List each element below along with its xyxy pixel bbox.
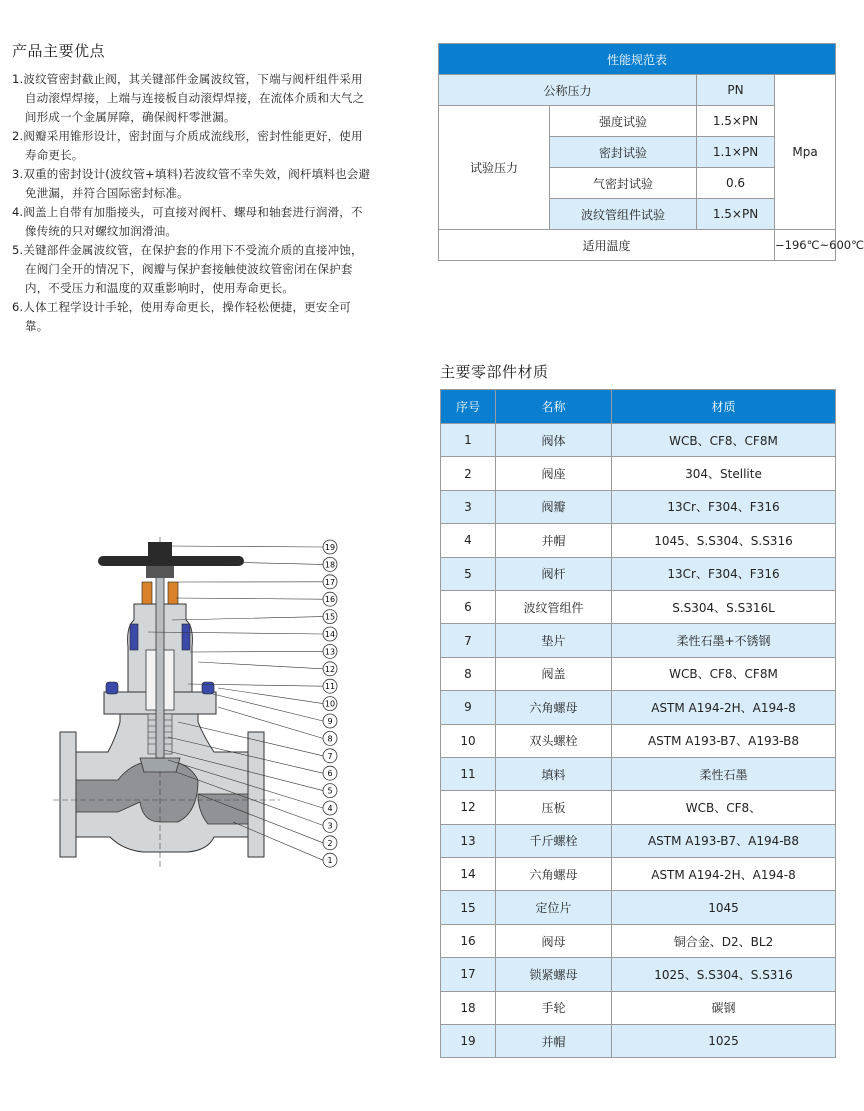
pressure-unit: Mpa (775, 75, 836, 230)
material-cell-name: 填料 (496, 757, 612, 790)
callout-leader (218, 688, 323, 704)
advantage-item: 2.阀瓣采用锥形设计，密封面与介质成流线形，密封性能更好，使用寿命更长。 (12, 129, 363, 162)
temperature-value: −196℃~600℃ (775, 230, 836, 261)
callout-leader (170, 546, 323, 547)
material-row (441, 757, 836, 790)
material-row (441, 657, 836, 690)
advantage-item: 3.双重的密封设计(波纹管+填料)若波纹管不幸失效，阀杆填料也会避免泄漏，并符合国际密封标准。 (12, 167, 371, 200)
callout-number: 14 (324, 630, 336, 639)
callout-number: 10 (324, 699, 336, 709)
material-cell-name: 阀母 (496, 924, 612, 957)
material-cell-name: 六角螺母 (496, 691, 612, 724)
callout-number: 8 (327, 734, 333, 744)
material-cell-no: 15 (441, 891, 496, 924)
callout-number: 17 (324, 577, 336, 587)
material-row (441, 724, 836, 757)
materials-title: 主要零部件材质 (440, 363, 549, 381)
valve-stem (156, 552, 164, 758)
material-cell-material: ASTM A193-B7、A194-B8 (612, 824, 836, 857)
material-row (441, 858, 836, 891)
material-cell-name: 并帽 (496, 1025, 612, 1058)
materials-table (440, 389, 836, 1058)
material-cell-material: 碳钢 (612, 991, 836, 1024)
material-cell-material: 柔性石墨+不锈钢 (612, 624, 836, 657)
material-cell-name: 阀体 (496, 424, 612, 457)
material-cell-material: 铜合金、D2、BL2 (612, 924, 836, 957)
material-cell-name: 垫片 (496, 624, 612, 657)
material-cell-no: 3 (441, 490, 496, 523)
material-cell-name: 手轮 (496, 991, 612, 1024)
flow-passage-right (198, 794, 248, 824)
performance-title: 性能规范表 (439, 44, 836, 75)
material-cell-material: WCB、CF8、CF8M (612, 657, 836, 690)
callout-number: 6 (327, 769, 333, 779)
header-no: 序号 (441, 390, 496, 424)
body-bolt-left (106, 682, 118, 694)
yoke-nut-left (142, 582, 152, 604)
header-name: 名称 (496, 390, 612, 424)
material-cell-material: WCB、CF8、CF8M (612, 424, 836, 457)
material-row (441, 557, 836, 590)
callout-number: 13 (324, 647, 336, 657)
callout-number: 4 (327, 804, 333, 813)
material-cell-no: 17 (441, 958, 496, 991)
material-cell-name: 六角螺母 (496, 858, 612, 891)
material-row (441, 991, 836, 1024)
material-cell-name: 双头螺栓 (496, 724, 612, 757)
test-pressure-label: 试验压力 (439, 106, 550, 230)
material-row (441, 457, 836, 490)
material-cell-no: 5 (441, 557, 496, 590)
material-cell-no: 2 (441, 457, 496, 490)
gland-bolt-left (130, 624, 138, 650)
nominal-pressure-label: 公称压力 (439, 75, 697, 106)
test-name: 气密封试验 (550, 168, 697, 199)
material-cell-no: 10 (441, 724, 496, 757)
material-cell-no: 8 (441, 657, 496, 690)
material-cell-name: 锁紧螺母 (496, 958, 612, 991)
callout-leader (233, 822, 323, 860)
advantages-list (12, 70, 372, 336)
callout-number: 2 (327, 838, 333, 848)
material-cell-material: 柔性石墨 (612, 757, 836, 790)
material-cell-name: 并帽 (496, 524, 612, 557)
handwheel-hub (146, 566, 174, 578)
handwheel-nut (148, 542, 172, 558)
test-name: 强度试验 (550, 106, 697, 137)
material-row (441, 624, 836, 657)
material-row (441, 590, 836, 623)
material-cell-no: 4 (441, 524, 496, 557)
callout-leader (172, 617, 323, 620)
callout-leader (190, 651, 323, 652)
material-row (441, 691, 836, 724)
callout-number: 11 (324, 682, 336, 692)
right-flange (248, 732, 264, 857)
material-cell-material: 1045 (612, 891, 836, 924)
callout-number: 19 (324, 543, 336, 552)
callout-leader (176, 598, 323, 599)
material-cell-material: ASTM A194-2H、A194-8 (612, 858, 836, 891)
callout-number: 18 (324, 560, 336, 570)
material-cell-no: 6 (441, 590, 496, 623)
yoke-nut-right (168, 582, 178, 604)
header-material: 材质 (612, 390, 836, 424)
material-row (441, 924, 836, 957)
material-cell-material: 1045、S.S304、S.S316 (612, 524, 836, 557)
material-cell-no: 13 (441, 824, 496, 857)
material-cell-no: 16 (441, 924, 496, 957)
material-cell-name: 压板 (496, 791, 612, 824)
material-cell-name: 阀盖 (496, 657, 612, 690)
material-row (441, 824, 836, 857)
material-row (441, 891, 836, 924)
material-cell-no: 9 (441, 691, 496, 724)
advantage-item: 6.人体工程学设计手轮，使用寿命更长，操作轻松便捷，更安全可靠。 (12, 300, 351, 333)
material-cell-no: 19 (441, 1025, 496, 1058)
advantage-item: 1.波纹管密封截止阀，其关键部件金属波纹管，下端与阀杆组件采用自动滚焊焊接，上端与连接板自动滚焊焊接，在流体介质和大气之间形成一个金属屏障，确保阀杆零泄漏。 (12, 72, 365, 124)
material-cell-material: 1025、S.S304、S.S316 (612, 958, 836, 991)
nominal-pressure-value: PN (697, 75, 775, 106)
material-cell-no: 18 (441, 991, 496, 1024)
callout-number: 9 (327, 717, 333, 726)
material-cell-name: 阀座 (496, 457, 612, 490)
callout-number: 1 (327, 856, 333, 866)
material-cell-no: 7 (441, 624, 496, 657)
material-row (441, 1025, 836, 1058)
callout-number: 5 (327, 786, 333, 796)
test-value: 0.6 (697, 168, 775, 199)
material-cell-material: 13Cr、F304、F316 (612, 490, 836, 523)
advantages-title: 产品主要优点 (12, 42, 106, 60)
valve-diagram (48, 532, 348, 877)
material-row (441, 524, 836, 557)
material-cell-no: 1 (441, 424, 496, 457)
callout-leader (218, 707, 323, 738)
callout-number: 16 (324, 595, 336, 605)
valve-disc (140, 758, 180, 772)
body-bolt-right (202, 682, 214, 694)
material-cell-name: 波纹管组件 (496, 590, 612, 623)
test-name: 密封试验 (550, 137, 697, 168)
advantage-item: 4.阀盖上自带有加脂接头，可直接对阀杆、螺母和轴套进行润滑，不像传统的只对螺纹加润滑油。 (12, 205, 363, 238)
material-cell-no: 12 (441, 791, 496, 824)
material-cell-name: 阀杆 (496, 557, 612, 590)
callout-leader (198, 662, 323, 669)
temperature-label: 适用温度 (439, 230, 775, 261)
material-row (441, 958, 836, 991)
material-row (441, 791, 836, 824)
material-cell-material: 1025 (612, 1025, 836, 1058)
performance-table (438, 43, 864, 261)
material-cell-name: 阀瓣 (496, 490, 612, 523)
gland-bolt-right (182, 624, 190, 650)
material-cell-name: 定位片 (496, 891, 612, 924)
material-row (441, 424, 836, 457)
test-value: 1.5×PN (697, 106, 775, 137)
test-name: 波纹管组件试验 (550, 199, 697, 230)
material-cell-no: 11 (441, 757, 496, 790)
callout-number: 7 (327, 751, 333, 761)
callout-number: 15 (324, 612, 336, 622)
test-value: 1.5×PN (697, 199, 775, 230)
material-cell-no: 14 (441, 858, 496, 891)
material-row (441, 490, 836, 523)
material-cell-material: WCB、CF8、 (612, 791, 836, 824)
material-cell-material: 13Cr、F304、F316 (612, 557, 836, 590)
callout-number: 3 (327, 821, 333, 831)
callout-leader (213, 694, 323, 721)
left-flange (60, 732, 76, 857)
test-value: 1.1×PN (697, 137, 775, 168)
callout-number: 12 (324, 664, 336, 674)
material-cell-material: ASTM A193-B7、A193-B8 (612, 724, 836, 757)
advantage-item: 5.关键部件金属波纹管，在保护套的作用下不受流介质的直接冲蚀，在阀门全开的情况下，阀瓣与保护套接触使波纹管密闭在保护套内，不受压力和温度的双重影响时，使用寿命更长。 (12, 243, 363, 295)
material-cell-material: ASTM A194-2H、A194-8 (612, 691, 836, 724)
material-cell-material: 304、Stellite (612, 457, 836, 490)
material-cell-material: S.S304、S.S316L (612, 590, 836, 623)
material-cell-name: 千斤螺栓 (496, 824, 612, 857)
